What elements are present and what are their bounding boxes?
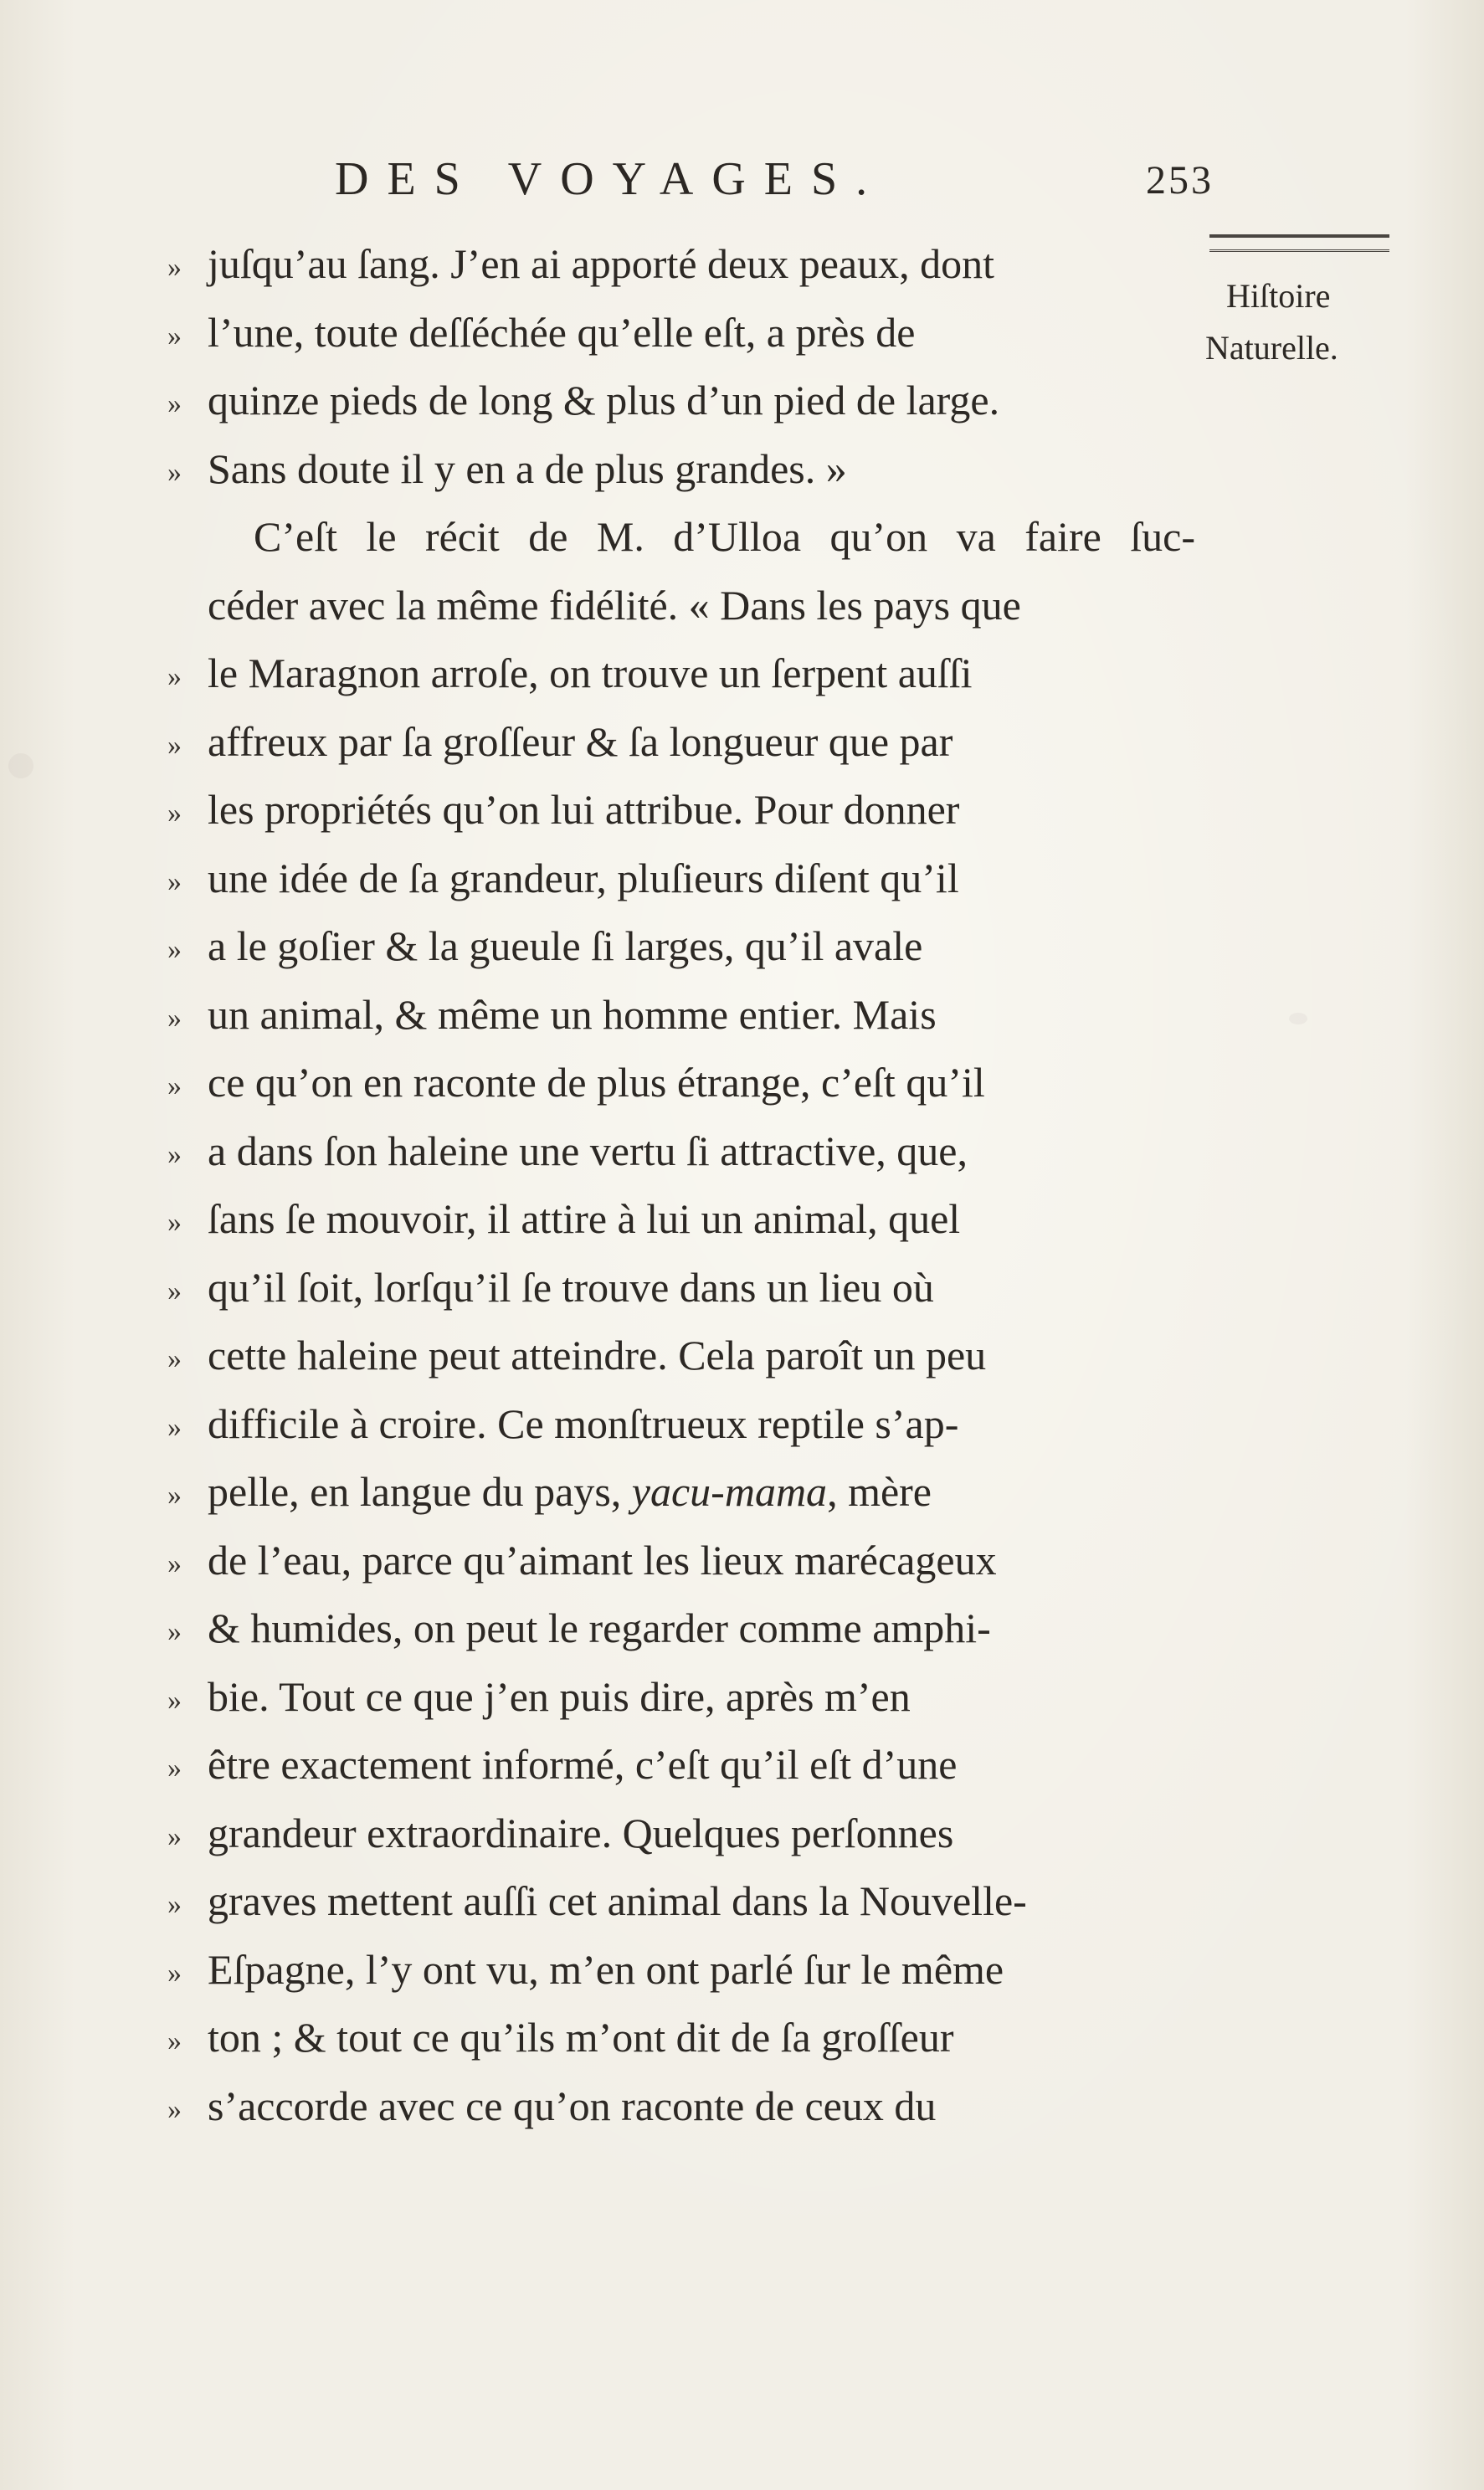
quote-mark: »	[167, 1957, 182, 1989]
quote-mark: »	[167, 1548, 182, 1579]
quote-mark: »	[167, 1275, 182, 1307]
quote-mark: »	[167, 1616, 182, 1647]
text-line-content: l’une, toute deſſéchée qu’elle eſt, a près de	[208, 308, 916, 356]
text-segment: pelle, en langue du pays,	[208, 1468, 632, 1515]
text-line	[167, 1390, 1209, 1459]
quote-mark: »	[167, 865, 182, 897]
text-line	[167, 912, 1209, 981]
text-line-content: céder avec la même fidélité. « Dans les pays que	[208, 581, 1021, 629]
paper-stain	[1289, 1013, 1307, 1024]
text-line	[167, 572, 1209, 640]
text-line	[167, 230, 1209, 299]
text-line	[167, 776, 1209, 845]
margin-note	[1205, 234, 1406, 374]
body-text	[167, 230, 1209, 2140]
text-line-content: les propriétés qu’on lui attribue. Pour donner	[208, 786, 960, 833]
text-line	[167, 1731, 1209, 1799]
text-line	[167, 1936, 1209, 2005]
quote-mark: »	[167, 1820, 182, 1852]
page-number: 253	[1146, 158, 1214, 203]
quote-mark: »	[167, 1138, 182, 1170]
text-line-content: ſans ſe mouvoir, il attire à lui un animal, quel	[208, 1195, 961, 1242]
text-line-content: Eſpagne, l’y ont vu, m’en ont parlé ſur le même	[208, 1945, 1004, 1993]
text-line-content: Sans doute il y en a de plus grandes. »	[208, 444, 847, 492]
text-line-content: a dans ſon haleine une vertu ſi attractive, que,	[208, 1127, 968, 1174]
text-line-content: ton ; & tout ce qu’ils m’ont dit de ſa groſſeur	[208, 2014, 954, 2061]
text-line	[167, 1799, 1209, 1868]
italic-term: yacu-mama	[631, 1468, 828, 1515]
text-line-content: cette haleine peut atteindre. Cela paroît un peu	[208, 1332, 987, 1378]
text-line-content	[208, 1458, 932, 1527]
text-line-content: difficile à croire. Ce monſtrueux reptile s’ap-	[208, 1399, 959, 1447]
quote-mark: »	[167, 1002, 182, 1034]
text-line-content: bie. Tout ce que j’en puis dire, après m’en	[208, 1672, 911, 1720]
quote-mark: »	[167, 1480, 182, 1511]
text-line	[167, 2072, 1209, 2141]
text-line	[167, 299, 1209, 367]
quote-mark: »	[167, 320, 182, 352]
text-line	[167, 1867, 1209, 1936]
text-line-content: affreux par ſa groſſeur & ſa longueur que par	[208, 717, 953, 765]
quote-mark: »	[167, 252, 182, 283]
quote-mark: »	[167, 661, 182, 692]
quote-mark: »	[167, 388, 182, 419]
text-line	[167, 1322, 1209, 1390]
text-line	[167, 1594, 1209, 1663]
text-line-content: s’accorde avec ce qu’on raconte de ceux du	[208, 2082, 937, 2129]
text-line	[167, 639, 1209, 708]
text-line-content: le Maragnon arroſe, on trouve un ſerpent auſſi	[208, 649, 973, 696]
margin-note-line-2: Naturelle.	[1205, 329, 1338, 367]
text-line	[167, 503, 1209, 572]
quote-mark: »	[167, 1753, 182, 1784]
text-line-content: de l’eau, parce qu’aimant les lieux marécageux	[208, 1536, 997, 1584]
text-line	[167, 1185, 1209, 1254]
text-line	[167, 1049, 1209, 1117]
text-line-content: être exactement informé, c’eſt qu’il eſt d’une	[208, 1741, 958, 1788]
text-line	[167, 1117, 1209, 1186]
paper-stain	[8, 753, 33, 778]
text-line-content: a le goſier & la gueule ſi larges, qu’il avale	[208, 922, 923, 969]
quote-mark: »	[167, 2025, 182, 2056]
quote-mark: »	[167, 1207, 182, 1238]
quote-mark: »	[167, 1343, 182, 1374]
text-line-content: juſqu’au ſang. J’en ai apporté deux peaux, dont	[208, 240, 994, 287]
quote-mark: »	[167, 1070, 182, 1101]
text-line-content: ce qu’on en raconte de plus étrange, c’eſt qu’il	[208, 1059, 985, 1106]
text-line-content: & humides, on peut le regarder comme amphi-	[208, 1604, 991, 1651]
text-line-content: une idée de ſa grandeur, pluſieurs diſent qu’il	[208, 854, 959, 901]
text-line-content: C’eſt le récit de M. d’Ulloa qu’on va faire ſuc-	[254, 513, 1195, 560]
text-line-content: graves mettent auſſi cet animal dans la Nouvelle-	[208, 1877, 1027, 1924]
text-line	[167, 708, 1209, 777]
text-line	[167, 1663, 1209, 1732]
quote-mark: »	[167, 1411, 182, 1443]
text-segment: , mère	[827, 1468, 932, 1515]
text-line-content: un animal, & même un homme entier. Mais	[208, 990, 937, 1038]
text-line	[167, 1458, 1209, 1527]
text-line	[167, 435, 1209, 504]
text-line	[167, 845, 1209, 913]
text-line-content: quinze pieds de long & plus d’un pied de large.	[208, 377, 1000, 424]
quote-mark: »	[167, 1889, 182, 1920]
quote-mark: »	[167, 2093, 182, 2125]
quote-mark: »	[167, 798, 182, 829]
text-line	[167, 2004, 1209, 2072]
running-head	[335, 152, 1214, 219]
text-line	[167, 1254, 1209, 1322]
text-line	[167, 981, 1209, 1050]
text-line	[167, 367, 1209, 435]
quote-mark: »	[167, 934, 182, 965]
margin-rule	[1209, 234, 1389, 252]
quote-mark: »	[167, 1684, 182, 1716]
text-line	[167, 1527, 1209, 1595]
quote-mark: »	[167, 456, 182, 488]
running-title: DES VOYAGES.	[335, 153, 886, 205]
margin-note-line-1: Hiſtoire	[1226, 277, 1331, 315]
text-line-content: qu’il ſoit, lorſqu’il ſe trouve dans un lieu où	[208, 1263, 934, 1311]
quote-mark: »	[167, 729, 182, 761]
text-line-content: grandeur extraordinaire. Quelques perſonnes	[208, 1809, 954, 1856]
